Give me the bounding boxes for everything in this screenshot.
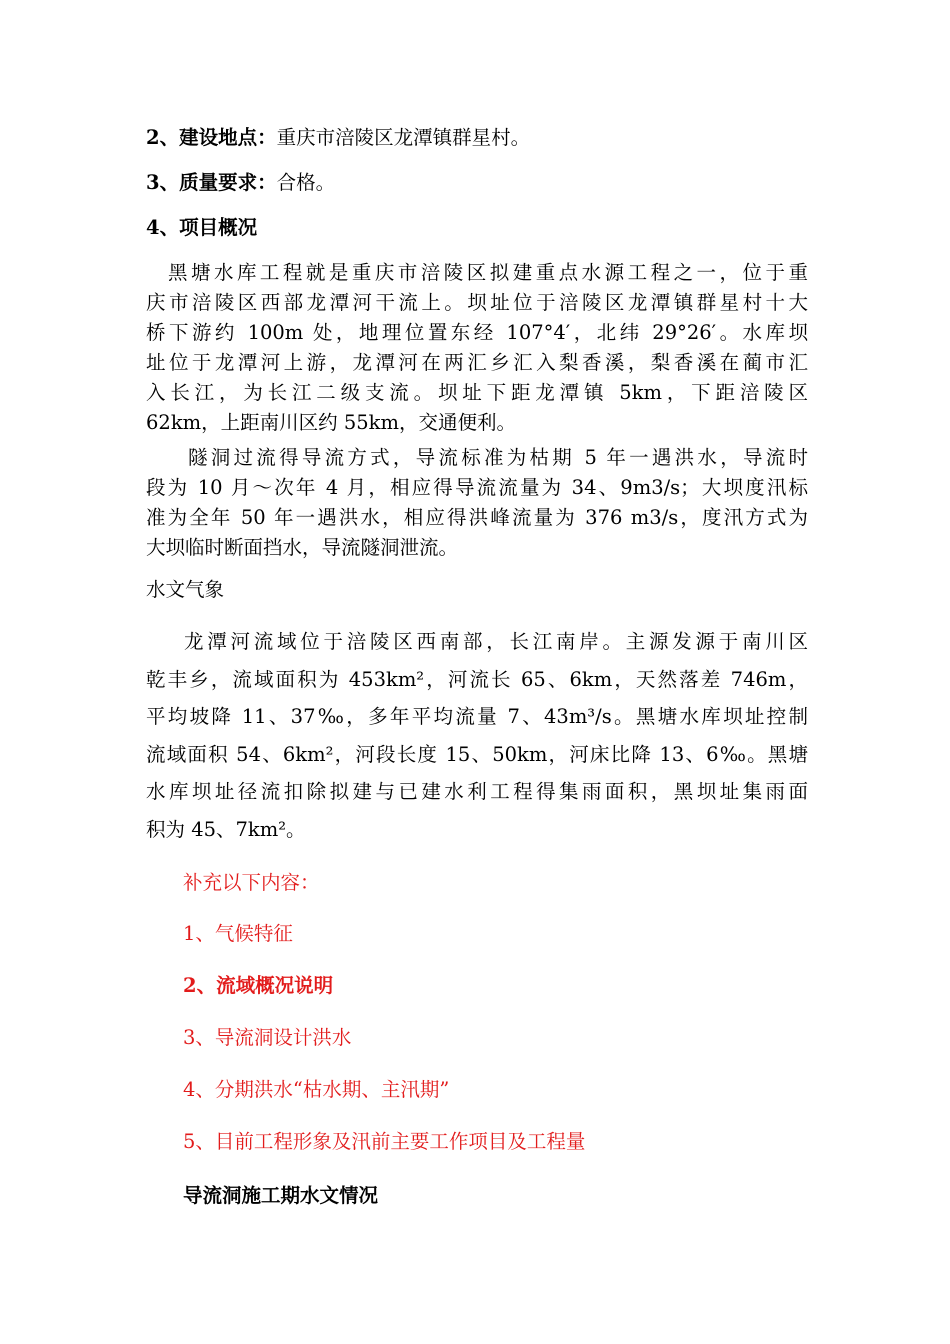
- overview-line: 址位于龙潭河上游，龙潭河在两汇乡汇入梨香溪，梨香溪在蔺市汇: [146, 351, 808, 374]
- overview-line: 庆市涪陵区西部龙潭河干流上。坝址位于涪陵区龙潭镇群星村十大: [146, 291, 808, 314]
- diversion-line: 段为 10 月～次年 4 月，相应得导流流量为 34、9m3/s；大坝度汛标: [146, 476, 808, 499]
- project-overview-heading: 4、项目概况: [146, 216, 258, 239]
- quality-requirement-line: [146, 167, 806, 195]
- diversion-line: 准为全年 50 年一遇洪水，相应得洪峰流量为 376 m3/s，度汛方式为: [146, 506, 808, 529]
- hydrology-line: 积为 45、7km²。: [146, 817, 306, 841]
- diversion-line: 大坝临时断面挡水，导流隧洞泄流。: [146, 536, 459, 559]
- hydrology-line: 平均坡降 11、37‰，多年平均流量 7、43m³/s。黑塘水库坝址控制: [146, 705, 808, 728]
- hydrology-line: 龙潭河流域位于涪陵区西南部，长江南岸。主源发源于南川区: [184, 630, 808, 653]
- supplement-item: 1、气候特征: [183, 922, 293, 945]
- supplement-heading: 补充以下内容：: [183, 871, 320, 894]
- quality-requirement-label: 3、质量要求：: [146, 171, 277, 194]
- supplement-item: 5、目前工程形象及汛前主要工作项目及工程量: [183, 1130, 586, 1153]
- supplement-item: 3、导流洞设计洪水: [183, 1026, 352, 1049]
- overview-line: 入长江，为长江二级支流。坝址下距龙潭镇 5km，下距涪陵区: [146, 381, 808, 404]
- diversion-tunnel-hydrology-heading: 导流洞施工期水文情况: [183, 1184, 379, 1207]
- diversion-paragraph: [146, 443, 808, 563]
- construction-site-label: 2、建设地点：: [146, 126, 277, 149]
- diversion-line: 隧洞过流得导流方式，导流标准为枯期 5 年一遇洪水，导流时: [188, 446, 808, 469]
- quality-requirement-value: 合格。: [276, 171, 336, 194]
- project-overview-paragraph: [146, 258, 808, 438]
- construction-site-line: [146, 122, 806, 150]
- supplement-item: 2、流域概况说明: [183, 974, 334, 997]
- overview-line: 黑塘水库工程就是重庆市涪陵区拟建重点水源工程之一，位于重: [168, 261, 808, 284]
- supplement-item: 4、分期洪水“枯水期、主汛期”: [183, 1078, 450, 1101]
- hydrology-heading: 水文气象: [146, 578, 225, 601]
- hydrology-line: 流域面积 54、6km²，河段长度 15、50km，河床比降 13、6‰。黑塘: [146, 742, 808, 766]
- hydrology-line: 乾丰乡，流域面积为 453km²，河流长 65、6km，天然落差 746m，: [146, 667, 808, 691]
- hydrology-line: 水库坝址径流扣除拟建与已建水利工程得集雨面积，黑坝址集雨面: [146, 780, 808, 803]
- hydrology-paragraph: [146, 623, 808, 848]
- overview-line: 桥下游约 100m 处，地理位置东经 107°4′，北纬 29°26′。水库坝: [146, 321, 808, 344]
- construction-site-value: 重庆市涪陵区龙潭镇群星村。: [276, 126, 531, 149]
- overview-line: 62km，上距南川区约 55km，交通便利。: [146, 411, 516, 434]
